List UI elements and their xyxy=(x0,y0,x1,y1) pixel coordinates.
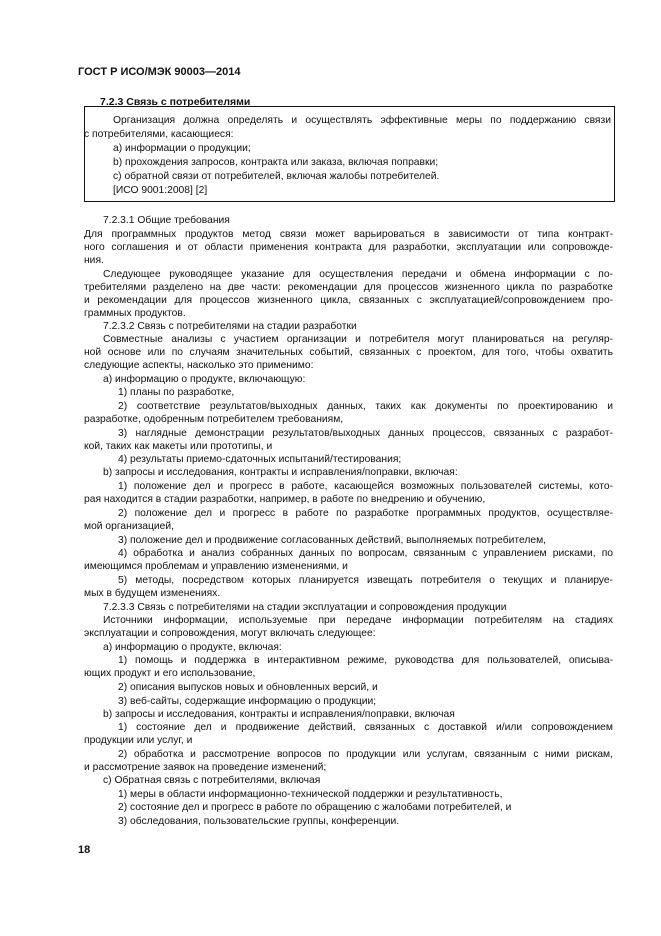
text-line: 1) положение дел и прогресс в работе, касающейся возможных пользователей системы, кото- xyxy=(118,481,613,492)
text-line: требителями разделено на две части: рекомендации для процессов жизненного цикла по разработке xyxy=(84,282,613,293)
text-line: 1) состояние дел и продвижение действий, связанных с доставкой и/или сопровождением xyxy=(118,722,613,733)
text-line: Следующее руководящее указание для осуществления передачи и обмена информации с по- xyxy=(103,269,613,280)
text-line: продукции или услуг, и xyxy=(84,735,193,746)
text-line: c) Обратная связь с потребителями, включая xyxy=(103,775,321,786)
section-title: 7.2.3 Связь с потребителями xyxy=(100,96,251,108)
text-line: рая находится в стадии разработки, например, в работе по внедрению и обучению, xyxy=(84,494,486,505)
text-line: имеющимся проблемам и управлению изменениями, и xyxy=(84,561,348,572)
text-line: мых в будущем изменениях. xyxy=(84,588,221,599)
text-line: 7.2.3.1 Общие требования xyxy=(103,215,230,226)
text-line: ния. xyxy=(84,255,104,266)
text-line: 3) обследования, пользовательские группы, конференции. xyxy=(118,816,400,827)
text-line: граммных продуктов. xyxy=(84,308,186,319)
text-line: 5) методы, посредством которых планируется извещать потребителя о текущих и планируе- xyxy=(118,575,613,586)
text-line: Совместные анализы с участием организации и потребителя могут планироваться на регуляр- xyxy=(103,334,613,345)
text-line: 7.2.3.2 Связь с потребителями на стадии разработки xyxy=(103,321,357,332)
quote-line: [ИСО 9001:2008] [2] xyxy=(113,185,208,196)
text-line: 2) описания выпусков новых и обновленных версий, и xyxy=(118,682,378,693)
text-line: b) запросы и исследования, контракты и исправления/поправки, включая xyxy=(103,709,455,720)
text-line: 4) результаты приемо-сдаточных испытаний/тестирования; xyxy=(118,454,402,465)
text-line: кой, таких как макеты или прототипы, и xyxy=(84,441,273,452)
text-line: Для программных продуктов метод связи может варьироваться в зависимости от типа контракт- xyxy=(84,229,613,240)
text-line: 3) веб-сайты, содержащие информацию о продукции; xyxy=(118,696,377,707)
text-line: ного соглашения и от области применения контракта для разработки, эксплуатации или сопровожде- xyxy=(84,242,613,253)
text-line: 1) меры в области информационно-технической поддержки и результативность, xyxy=(118,789,503,800)
text-line: a) информацию о продукте, включая: xyxy=(103,642,282,653)
quote-line: c) обратной связи от потребителей, включая жалобы потребителей. xyxy=(113,171,440,182)
text-line: и рекомендации для процессов жизненного цикла, связанных с эксплуатацией/сопровождением про- xyxy=(84,295,613,306)
text-line: 4) обработка и анализ собранных данных по вопросам, связанным с управлением рисками, по xyxy=(118,548,613,559)
text-line: 2) состояние дел и прогресс в работе по обращению с жалобами потребителей, и xyxy=(118,802,512,813)
text-line: a) информацию о продукте, включающую: xyxy=(103,374,306,385)
text-line: мой организацией, xyxy=(84,521,175,532)
page-number: 18 xyxy=(78,844,91,856)
text-line: 2) обработка и рассмотрение вопросов по продукции или услугам, связанным с ними рискам, xyxy=(118,749,613,760)
quote-line: b) прохождения запросов, контракта или заказа, включая поправки; xyxy=(113,157,439,168)
document-header: ГОСТ Р ИСО/МЭК 90003—2014 xyxy=(78,66,241,78)
text-line: разработке, одобренным потребителем требованиям, xyxy=(84,414,344,425)
text-line: 7.2.3.3 Связь с потребителями на стадии эксплуатации и сопровождения продукции xyxy=(103,602,507,613)
text-line: 1) помощь и поддержка в интерактивном режиме, руководства для пользователей, описыва- xyxy=(118,655,613,666)
text-line: Источники информации, используемые при передаче информации потребителям на стадиях xyxy=(103,615,613,626)
text-line: следующие аспекты, насколько это применимо: xyxy=(84,360,314,371)
text-line: 3) наглядные демонстрации результатов/выходных данных процессов, связанных с разработ- xyxy=(118,428,613,439)
text-line: ной основе или по случаям значительных событий, связанных с проектом, для того, чтобы охватить xyxy=(84,347,613,358)
text-line: ющих продукт и его использование, xyxy=(84,668,256,679)
quote-line: с потребителями, касающиеся: xyxy=(84,129,234,140)
text-line: 1) планы по разработке, xyxy=(118,387,235,398)
quote-line: Организация должна определять и осуществлять эффективные меры по поддержанию связи xyxy=(113,115,611,126)
text-line: 3) положение дел и продвижение согласованных действий, выполняемых потребителем, xyxy=(118,535,547,546)
text-line: и рассмотрение заявок на проведение изменений; xyxy=(84,762,327,773)
text-line: 2) соответствие результатов/выходных данных, таких как документы по проектированию и xyxy=(118,401,613,412)
text-line: b) запросы и исследования, контракты и исправления/поправки, включая: xyxy=(103,467,458,478)
text-line: эксплуатации и сопровождения, могут включать следующее: xyxy=(84,628,376,639)
quote-line: a) информации о продукции; xyxy=(113,143,251,154)
text-line: 2) положение дел и прогресс в работе по разработке программных продуктов, осуществляе- xyxy=(118,508,613,519)
